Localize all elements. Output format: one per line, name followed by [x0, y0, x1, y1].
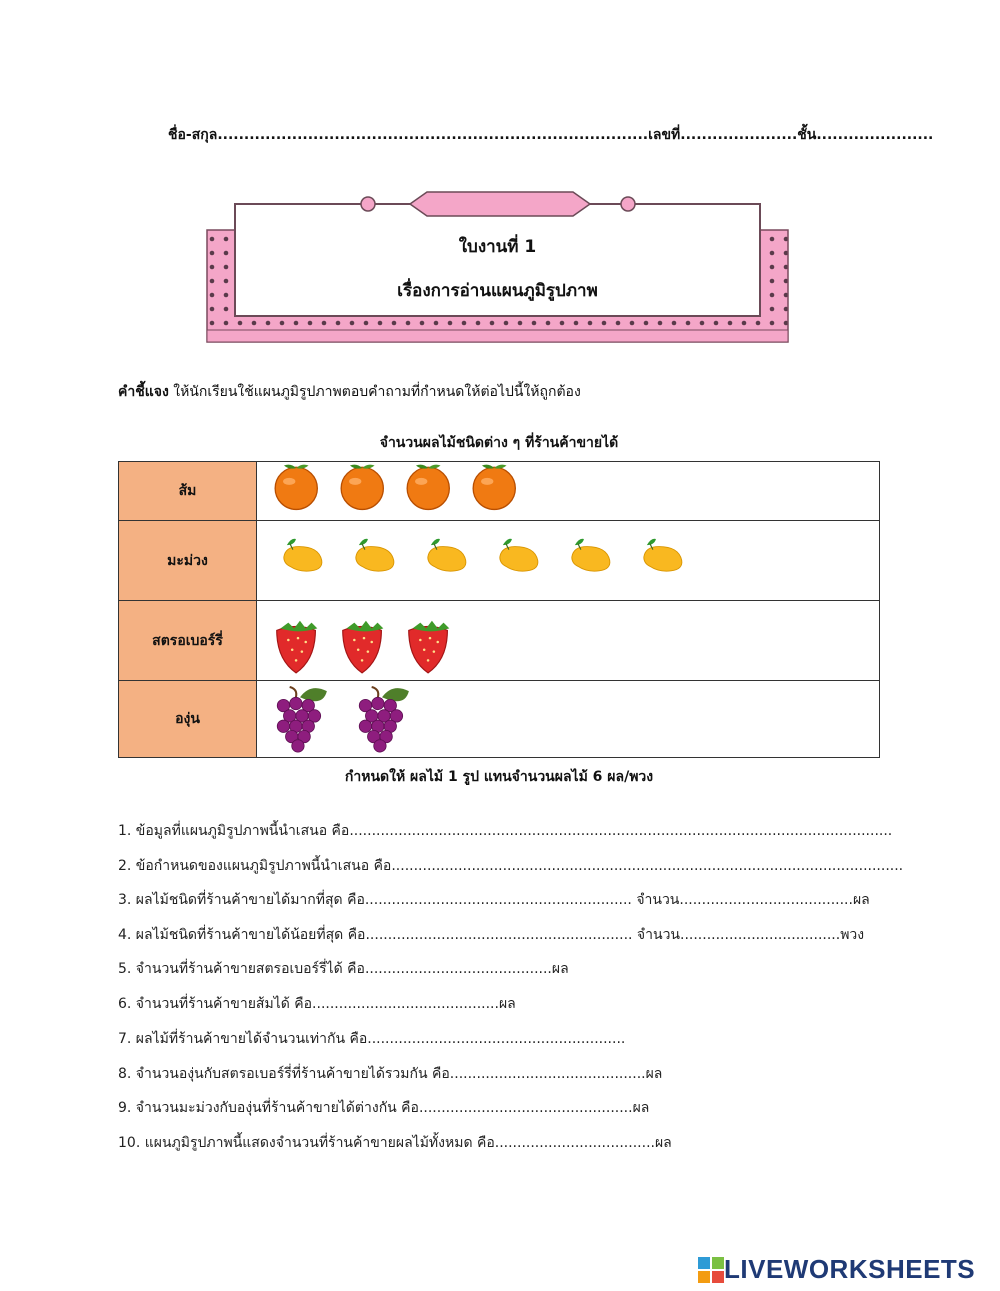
orange-icon	[269, 462, 327, 520]
pictograph-key: กำหนดให้ ผลไม้ 1 รูป แทนจำนวนผลไม้ 6 ผล/พวง	[344, 769, 654, 785]
icon-cell	[257, 462, 880, 521]
pictograph-row-mango	[119, 521, 880, 601]
orange-icon	[467, 462, 525, 520]
grape-icon	[269, 684, 331, 754]
question-1: 1. ข้อมูลที่แผนภูมิรูปภาพนี้นำเสนอ คือ..........................................................................................................................	[118, 823, 893, 839]
category-label: มะม่วง	[119, 521, 257, 601]
instruction-label: คำชี้แจง	[118, 384, 169, 400]
question-7: 7. ผลไม้ที่ร้านค้าขายได้จำนวนเท่ากัน คือ..........................................................	[118, 1031, 626, 1047]
pictograph-row-orange	[119, 462, 880, 521]
liveworksheets-logo	[698, 1254, 975, 1285]
question-4: 4. ผลไม้ชนิดที่ร้านค้าขายได้น้อยที่สุด คือ............................................................ จำนวน....................................พวง	[118, 927, 865, 943]
icon-cell	[257, 681, 880, 758]
icon-strip	[257, 606, 879, 676]
strawberry-icon	[401, 606, 459, 676]
mango-icon	[485, 536, 551, 586]
question-5: 5. จำนวนที่ร้านค้าขายสตรอเบอร์รี่ได้ คือ..........................................ผล	[118, 961, 569, 977]
question-6: 6. จำนวนที่ร้านค้าขายส้มได้ คือ..........................................ผล	[118, 996, 516, 1012]
pictograph-row-strawberry	[119, 601, 880, 681]
pictograph-table	[118, 461, 880, 758]
title-banner	[205, 190, 790, 350]
mango-icon	[341, 536, 407, 586]
question-2: 2. ข้อกำหนดของแผนภูมิรูปภาพนี้นำเสนอ คือ...................................................................................................................	[118, 858, 904, 874]
question-3: 3. ผลไม้ชนิดที่ร้านค้าขายได้มากที่สุด คือ............................................................ จำนวน.......................................ผล	[118, 892, 870, 908]
question-10: 10. แผนภูมิรูปภาพนี้แสดงจำนวนที่ร้านค้าขายผลไม้ทั้งหมด คือ....................................ผล	[118, 1135, 672, 1151]
mango-icon	[269, 536, 335, 586]
category-label: องุ่น	[119, 681, 257, 758]
category-label: สตรอเบอร์รี่	[119, 601, 257, 681]
question-8: 8. จำนวนองุ่นกับสตรอเบอร์รี่ที่ร้านค้าขายได้รวมกัน คือ............................................ผล	[118, 1066, 663, 1082]
strawberry-icon	[269, 606, 327, 676]
mango-icon	[629, 536, 695, 586]
worksheet-topic: เรื่องการอ่านแผนภูมิรูปภาพ	[397, 281, 598, 301]
logo-text: LIVEWORKSHEETS	[724, 1254, 976, 1284]
strawberry-icon	[335, 606, 393, 676]
grape-icon	[351, 684, 413, 754]
chart-title: จำนวนผลไม้ชนิดต่าง ๆ ที่ร้านค้าขายได้	[379, 435, 619, 451]
mango-icon	[413, 536, 479, 586]
worksheet-number: ใบงานที่ 1	[458, 237, 537, 257]
student-info-row: ชื่อ-สกุล.................................................................................เลขที่......................ชั้น......................	[168, 127, 934, 143]
icon-strip	[257, 536, 879, 586]
orange-icon	[335, 462, 393, 520]
mango-icon	[557, 536, 623, 586]
icon-strip	[257, 462, 879, 520]
icon-strip	[257, 684, 879, 754]
instruction-text: ให้นักเรียนใช้แผนภูมิรูปภาพตอบคำถามที่กำหนดให้ต่อไปนี้ให้ถูกต้อง	[168, 384, 581, 400]
question-9: 9. จำนวนมะม่วงกับองุ่นที่ร้านค้าขายได้ต่างกัน คือ................................................ผล	[118, 1100, 650, 1116]
category-label: ส้ม	[119, 462, 257, 521]
icon-cell	[257, 601, 880, 681]
instruction	[118, 381, 581, 403]
pictograph-row-grape	[119, 681, 880, 758]
liveworksheets-logo-icon	[698, 1257, 724, 1283]
icon-cell	[257, 521, 880, 601]
orange-icon	[401, 462, 459, 520]
